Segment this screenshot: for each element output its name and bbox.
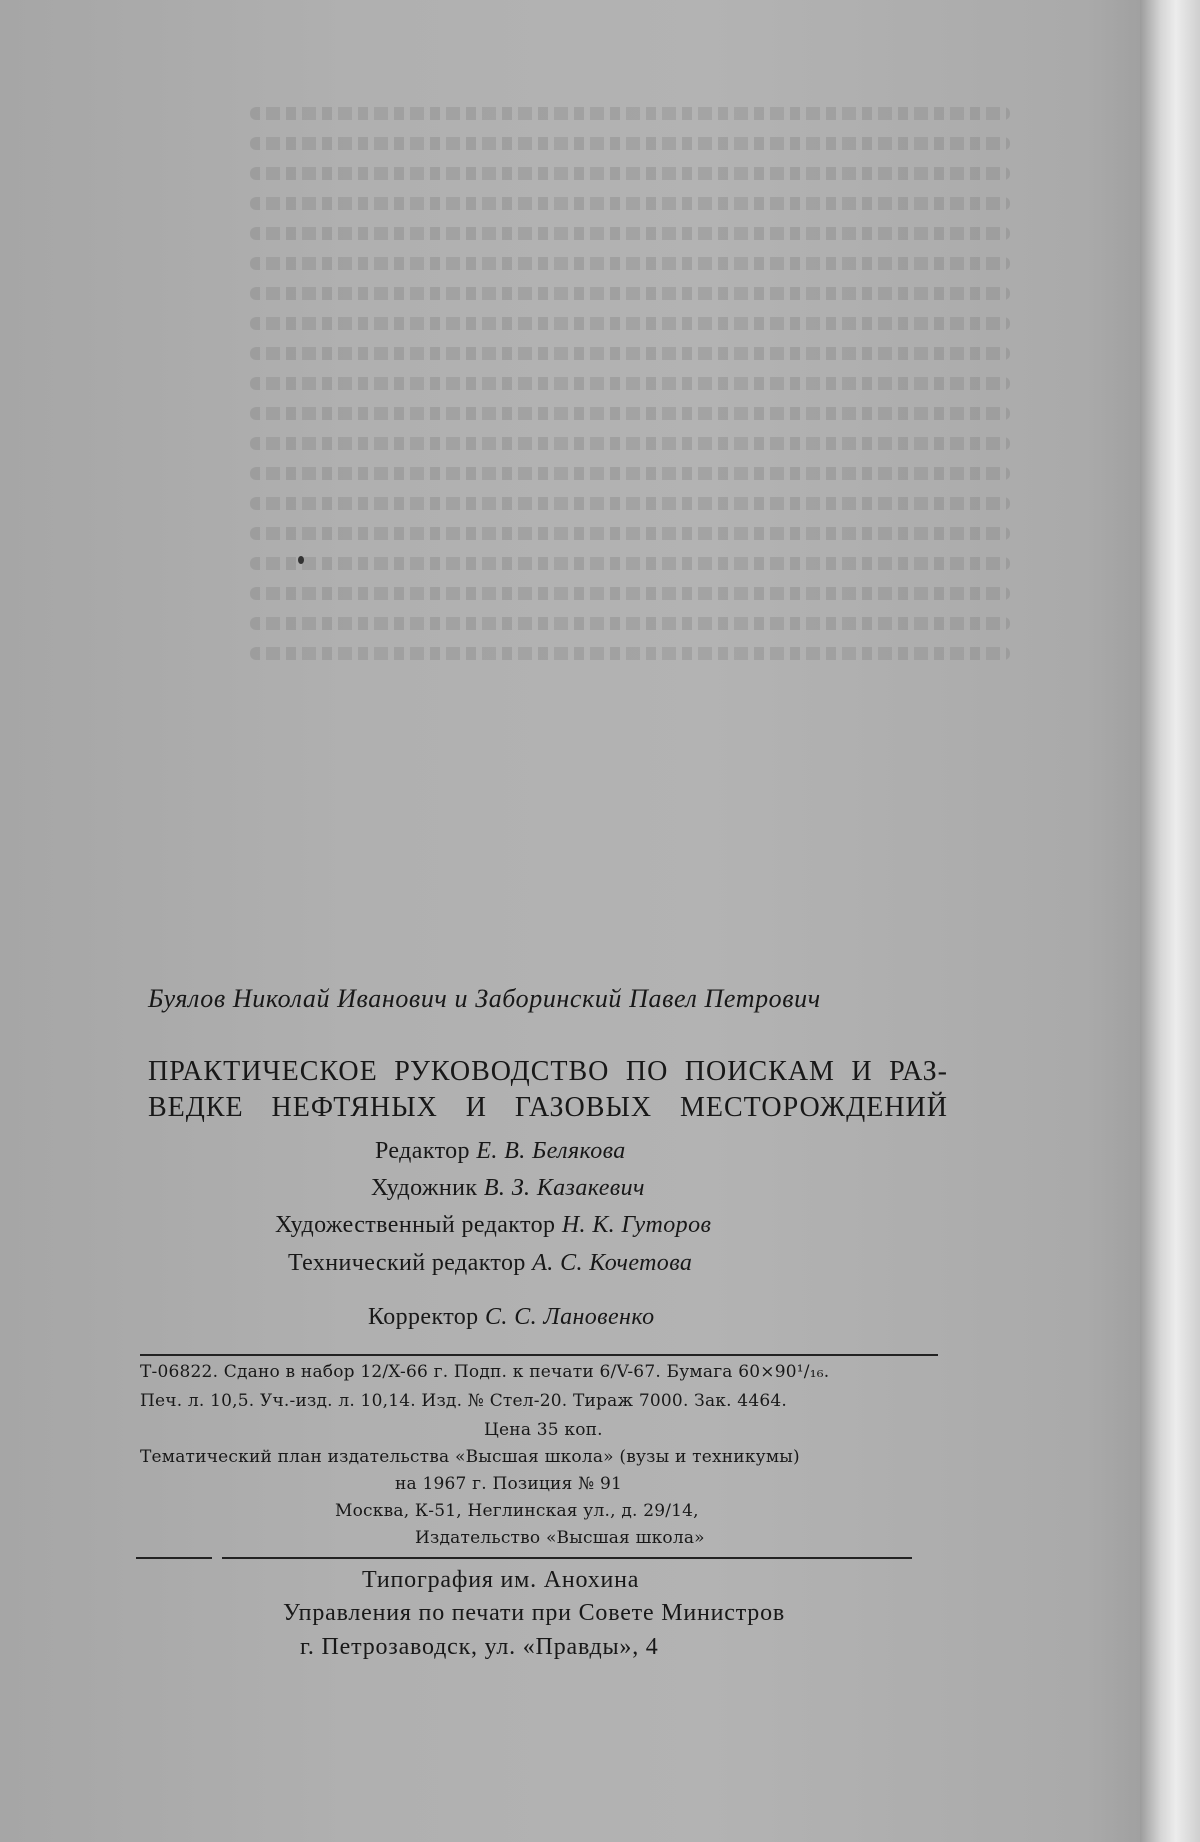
- title-line-2: ВЕДКЕ НЕФТЯНЫХ И ГАЗОВЫХ МЕСТОРОЖДЕНИЙ: [148, 1092, 948, 1123]
- credit-name: Е. В. Белякова: [476, 1138, 626, 1164]
- credit-name: А. С. Кочетова: [532, 1250, 693, 1276]
- imprint-line-4: Тематический план издательства «Высшая школа» (вузы и техникумы): [140, 1447, 800, 1467]
- imprint-line-7: Издательство «Высшая школа»: [415, 1528, 705, 1548]
- credit-name: В. З. Казакевич: [483, 1175, 645, 1201]
- credit-role: Художественный редактор: [275, 1212, 556, 1238]
- printer-line-2: Управления по печати при Совете Министров: [283, 1600, 786, 1626]
- credit-role: Редактор: [375, 1138, 470, 1164]
- book-title: [148, 1054, 948, 1126]
- credit-name: С. С. Лановенко: [485, 1304, 655, 1330]
- show-through-text: [250, 90, 1010, 850]
- imprint-price: Цена 35 коп.: [484, 1420, 603, 1440]
- credit-tech-editor: [288, 1250, 692, 1277]
- page-edge: [1140, 0, 1200, 1842]
- divider-bottom-left: [136, 1557, 212, 1559]
- ink-speck: [298, 556, 304, 564]
- printer-line-1: Типография им. Анохина: [362, 1567, 640, 1593]
- credit-art-editor: [275, 1212, 711, 1239]
- imprint-line-5: на 1967 г. Позиция № 91: [395, 1474, 623, 1494]
- authors-line: Буялов Николай Иванович и Заборинский Павел Петрович: [148, 984, 821, 1013]
- credit-artist: [371, 1175, 645, 1202]
- printer-line-3: г. Петрозаводск, ул. «Правды», 4: [300, 1634, 659, 1660]
- credit-proofreader: [368, 1304, 654, 1331]
- credit-name: Н. К. Гуторов: [561, 1212, 712, 1238]
- credit-role: Технический редактор: [288, 1250, 526, 1276]
- title-line-1: ПРАКТИЧЕСКОЕ РУКОВОДСТВО ПО ПОИСКАМ И РАЗ-: [148, 1056, 948, 1087]
- divider-top: [140, 1354, 938, 1356]
- credit-role: Художник: [371, 1175, 478, 1201]
- imprint-line-6: Москва, К-51, Неглинская ул., д. 29/14,: [335, 1501, 699, 1521]
- imprint-line-1: Т-06822. Сдано в набор 12/X-66 г. Подп. к печати 6/V-67. Бумага 60×90¹/₁₆.: [140, 1362, 830, 1382]
- imprint-line-2: Печ. л. 10,5. Уч.-изд. л. 10,14. Изд. № Стел-20. Тираж 7000. Зак. 4464.: [140, 1391, 787, 1411]
- credit-editor: [375, 1138, 626, 1165]
- divider-bottom-right: [222, 1557, 912, 1559]
- credit-role: Корректор: [368, 1304, 479, 1330]
